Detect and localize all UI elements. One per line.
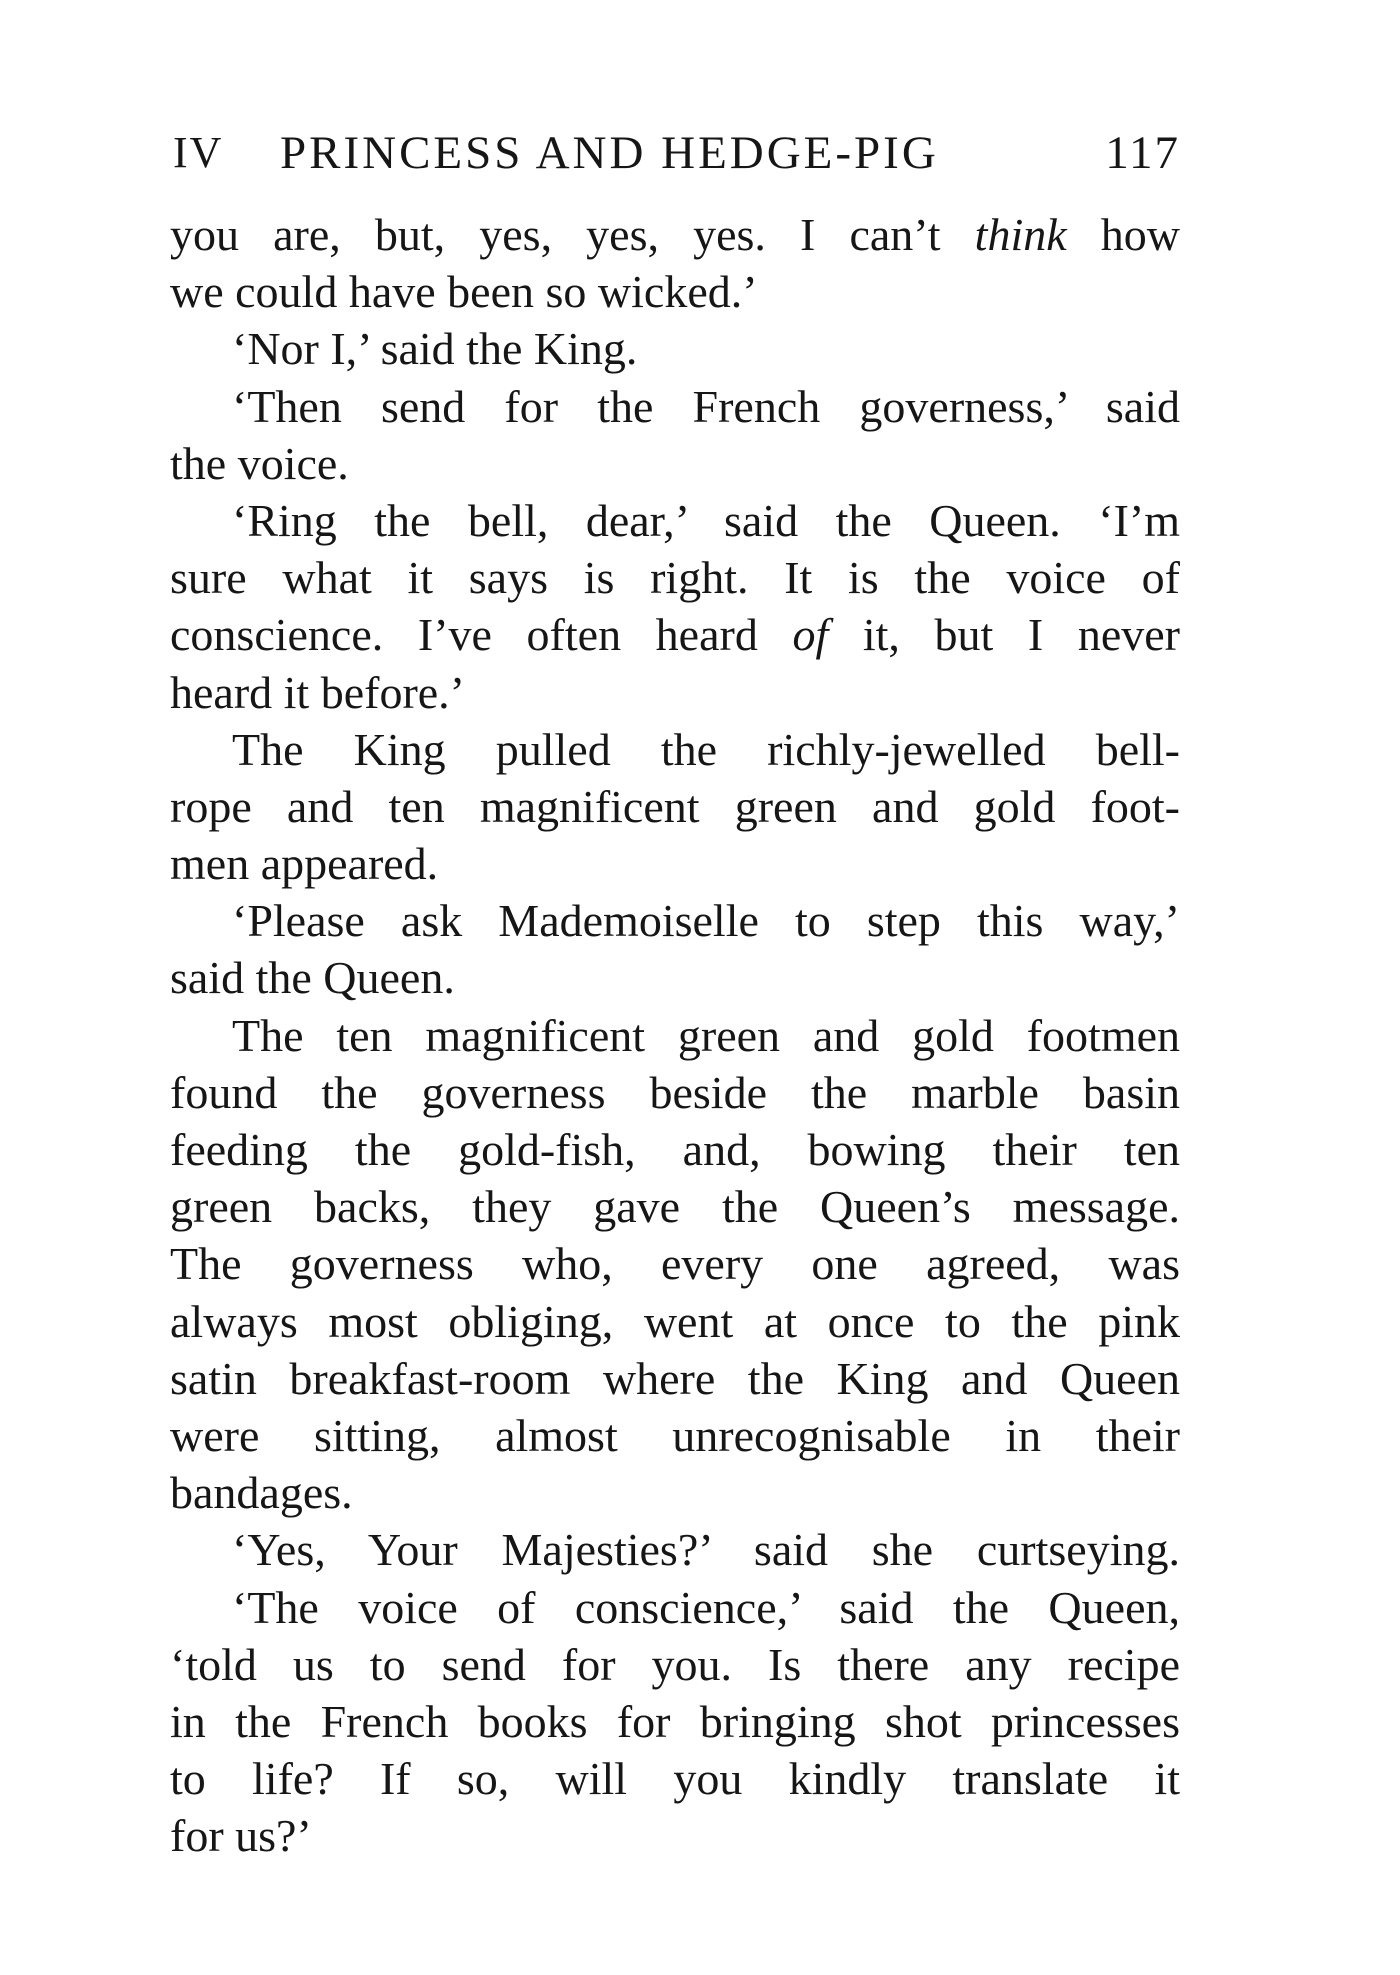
text-line: found the governess beside the marble basin [170,1066,1180,1118]
text-line: The governess who, every one agreed, was [170,1238,1180,1290]
chapter-number: IV [173,128,224,177]
text-line: ‘Yes, Your Majesties?’ said she curtseying. [232,1524,1180,1576]
text-line: rope and ten magnificent green and gold foot- [170,780,1180,832]
running-title: PRINCESS AND HEDGE-PIG [280,127,939,179]
body-text [170,206,1180,1864]
text-line: were sitting, almost unrecognisable in their [170,1409,1180,1461]
page-number: 117 [1105,127,1180,179]
text-line: bandages. [170,1467,353,1519]
text-line: to life? If so, will you kindly translate it [170,1753,1180,1805]
book-page [170,118,1180,1864]
text-line: ‘Nor I,’ said the King. [232,323,638,375]
text-line: sure what it says is right. It is the voice of [170,552,1180,604]
text-line: ‘told us to send for you. Is there any recipe [170,1638,1180,1690]
text-line: in the French books for bringing shot princesses [170,1695,1180,1747]
text-line: for us?’ [170,1810,312,1862]
text-line: satin breakfast-room where the King and Queen [170,1352,1180,1404]
text-line: the voice. [170,437,349,489]
text-line: ‘Please ask Mademoiselle to step this way,’ [232,895,1180,947]
running-head [170,118,1180,188]
text-line: ‘Then send for the French governess,’ said [232,380,1180,432]
text-line: ‘Ring the bell, dear,’ said the Queen. ‘I’m [232,494,1180,546]
text-line: ‘The voice of conscience,’ said the Queen, [232,1581,1180,1633]
text-line: conscience. I’ve often heard of it, but I never [170,609,1180,661]
text-line: you are, but, yes, yes, yes. I can’t think how [170,209,1180,260]
text-line: The King pulled the richly-jewelled bell- [232,723,1180,775]
text-line: The ten magnificent green and gold footmen [232,1009,1180,1061]
text-line: men appeared. [170,838,439,890]
text-line: feeding the gold-fish, and, bowing their ten [170,1124,1180,1175]
text-line: heard it before.’ [170,666,466,718]
text-line: always most obliging, went at once to the pink [170,1295,1180,1347]
text-line: we could have been so wicked.’ [170,266,758,318]
text-line: said the Queen. [170,952,455,1004]
text-line: green backs, they gave the Queen’s message. [170,1181,1180,1233]
